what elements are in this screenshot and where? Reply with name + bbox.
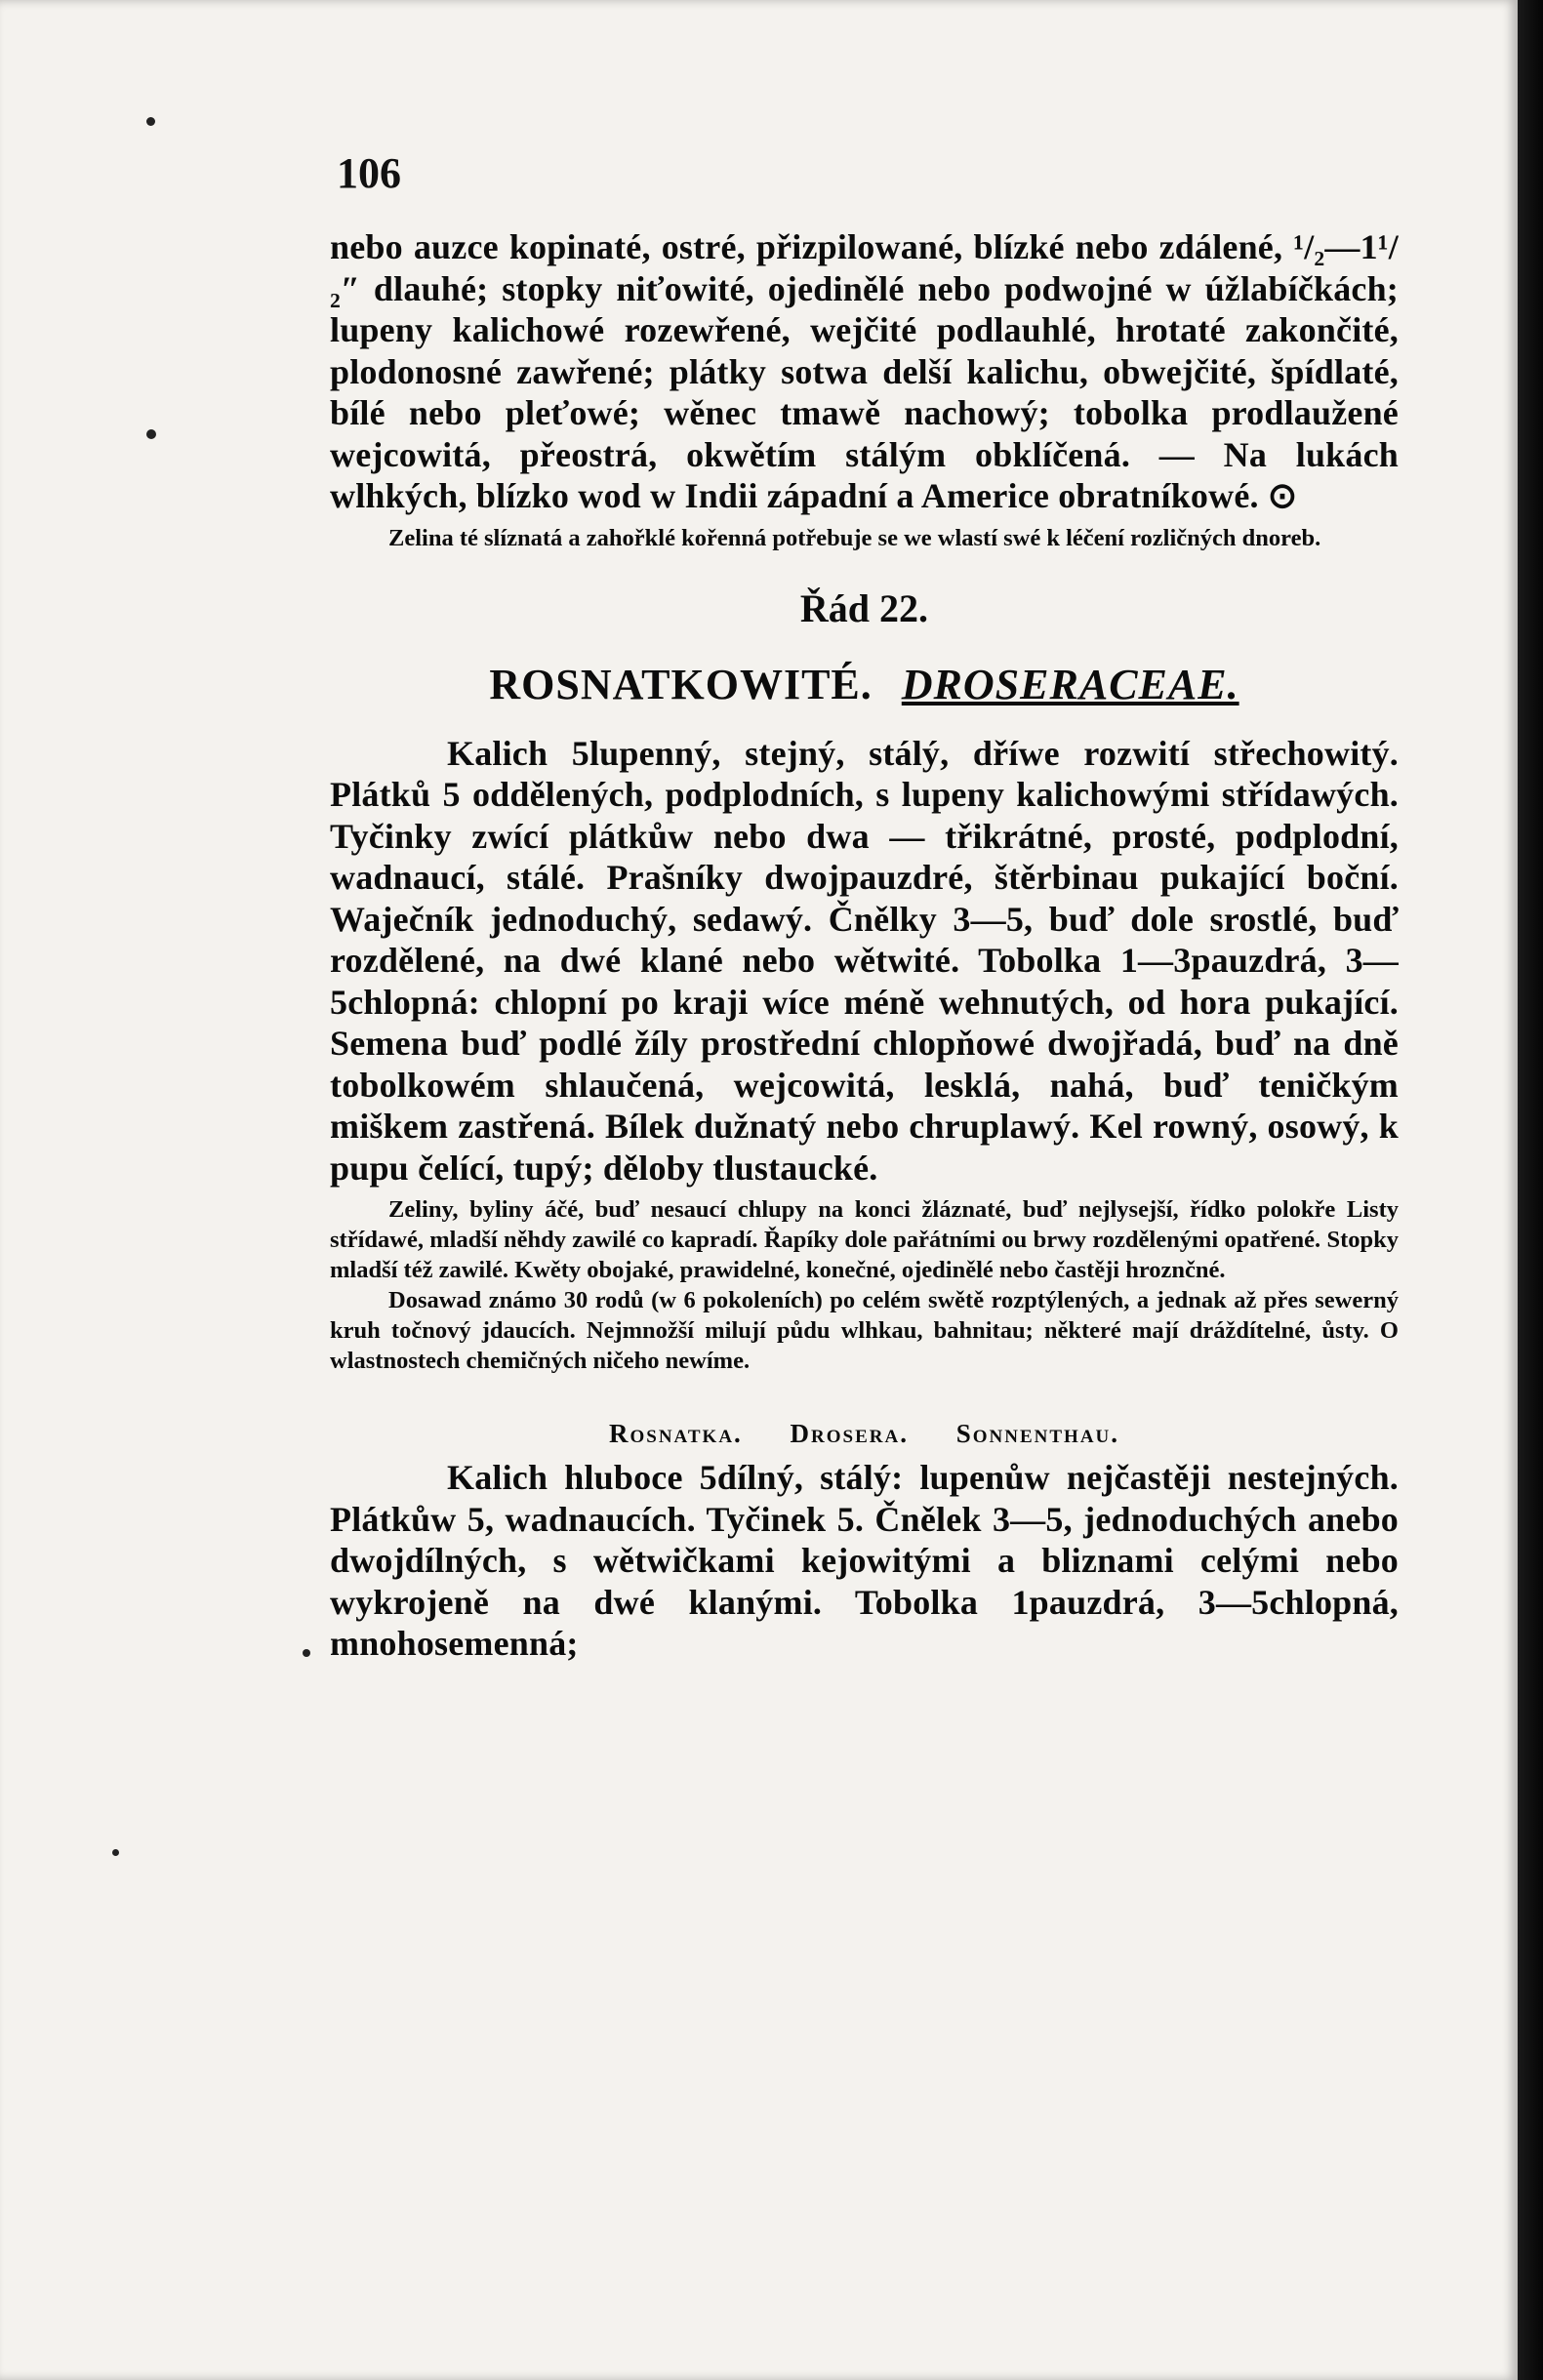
genus-name-german: Sonnenthau. <box>955 1419 1120 1448</box>
genus-name-latin: Drosera. <box>790 1419 909 1448</box>
family-name-czech: ROSNATKOWITÉ. <box>489 660 873 708</box>
order-heading: Řád 22. <box>799 585 929 630</box>
ink-speck <box>112 1849 119 1856</box>
ink-speck <box>146 429 156 439</box>
family-note-habit: Zeliny, byliny áčé, buď nesaucí chlupy na konci žláznaté, buď nejlysejší, řídko polokře Listy střídawé, mladší něhdy zawilé co kapradí. Řapíky dole pařátními ou brwy rozdělenými opatřené. Stopky mladší též zawilé. Kwěty obojaké, prawidelné, konečné, ojedinělé nebo častěji hroznčné. <box>330 1196 1399 1283</box>
genus-heading <box>330 1419 1399 1449</box>
genus-description-paragraph: Kalich hluboce 5dílný, stálý: lupenůw nejčastěji nestejných. Plátkůw 5, wadnaucích. Tyčinek 5. Čnělek 3—5, jednoduchých anebo dwojdílných, s wětwičkami kejowitými a bliznami celými nebo wykrojeně na dwé klanými. Tobolka 1pauzdrá, 3—5chlopná, mnohosemenná; <box>330 1458 1399 1663</box>
species-description-paragraph: nebo auzce kopinaté, ostré, přizpilowané, blízké nebo zdálené, ¹/₂—1¹/₂″ dlauhé; stopky niťowité, ojedinělé nebo podwojné w úžlabíčkách; lupeny kalichowé rozewřené, wejčité podlauhlé, hrotaté zakončité, plodonosné zawřené; plátky sotwa delší kalichu, obwejčité, špídlaté, bílé nebo pleťowé; wěnec tmawě nachowý; tobolka prodlaužené wejcowitá, přeostrá, okwětím stálým obklíčená. — Na lukách wlhkých, blízko wod w Indii západní a Americe obratníkowé. ⊙ <box>330 227 1399 515</box>
family-name-latin: DROSERACEAE. <box>901 660 1239 708</box>
family-note-distribution: Dosawad známo 30 rodů (w 6 pokoleních) po celém swětě rozptýlených, a jednak až přes sewerný kruh točnový jdaucích. Nejmnožší milují půdu wlhkau, bahnitau; některé mají dráždítelné, ůsty. O wlastnostech chemičných ničeho newíme. <box>330 1287 1399 1374</box>
text-block <box>330 226 1399 1665</box>
family-heading <box>330 659 1399 711</box>
book-spine-shadow <box>1518 0 1543 2380</box>
genus-name-czech: Rosnatka. <box>608 1419 743 1448</box>
page-number: 106 <box>337 149 401 197</box>
usage-note: Zelina té slíznatá a zahořklé kořenná potřebuje se we wlastí swé k léčení rozličných dnoreb. <box>388 524 1321 551</box>
family-description-paragraph: Kalich 5lupenný, stejný, stálý, dříwe rozwití střechowitý. Plátků 5 oddělených, podplodních, s lupeny kalichowými střídawých. Tyčinky zwící plátkůw nebo dwa — třikrátné, prosté, podplodní, wadnaucí, stálé. Prašníky dwojpauzdré, štěrbinau pukající boční. Waječník jednoduchý, sedawý. Čnělky 3—5, buď dole srostlé, buď rozdělené, na dwé klané nebo wětwité. Tobolka 1—3pauzdrá, 3—5chlopná: chlopní po kraji wíce méně wehnutých, od hora pukající. Semena buď podlé žíly prostřední chlopňowé dwojřadá, buď na dně tobolkowém shlaučená, wejcowitá, lesklá, nahá, buď teničkým miškem zastřená. Bílek dužnatý nebo chruplawý. Kel rowný, osowý, k pupu čelící, tupý; děloby tlustaucké. <box>330 733 1399 1188</box>
ink-speck <box>146 117 155 126</box>
ink-speck <box>303 1649 310 1657</box>
